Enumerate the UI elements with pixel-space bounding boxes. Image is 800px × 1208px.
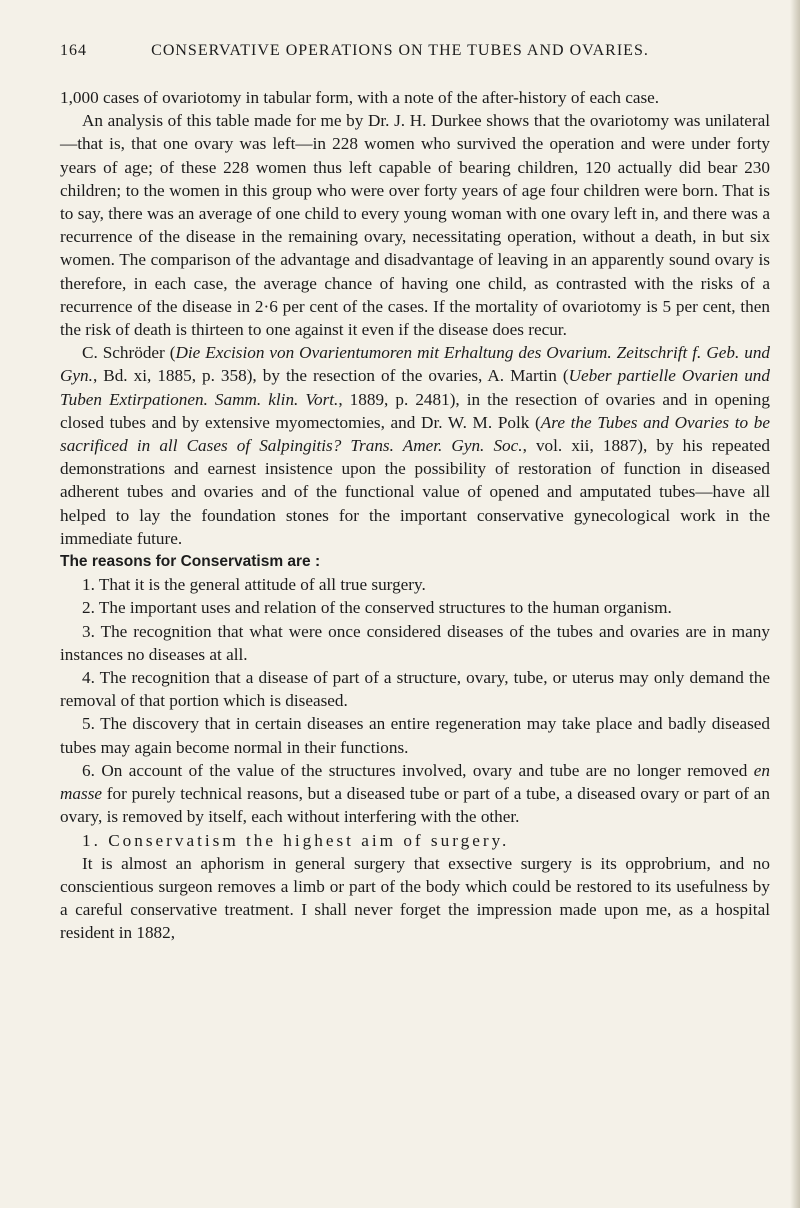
en-masse-phrase: en masse	[60, 760, 770, 804]
citation-paragraph	[60, 341, 770, 550]
citation-text: , Bd. xi, 1885, p. 358), by the resection of the ovaries, A. Martin (	[92, 366, 569, 386]
page-header	[60, 42, 770, 72]
reason-item: 5. The discovery that in certain diseases an entire regeneration may take place and badly diseased tubes may again become normal in their functions.	[60, 714, 770, 757]
citation-title: Ueber partielle Ovarien und Tuben Extirpationen. Samm. klin. Vort.	[60, 366, 770, 409]
paragraph: An analysis of this table made for me by Dr. J. H. Durkee shows that the ovariotomy was unilateral—that is, that one ovary was left—in 228 women who survived the operation and were under forty years of age; of these 228 women thus left capable of bearing children, 120 actually did bear 230 children; to the women in this group who were over forty years of age four children were born. That is to say, there was an average of one child to every young woman with one ovary left in, and there was a recurrence of the disease in the remaining ovary, necessitating operation, without a death, in but six women. The comparison of the advantage and disadvantage of leaving in an apparently sound ovary is therefore, in each case, the average chance of having one child, as contrasted with the risks of a recurrence of the disease in 2·6 per cent of the cases. If the mortality of ovariotomy is 5 per cent, then the risk of death is thirteen to one against it even if the disease does recur.	[60, 111, 770, 340]
page-number: 164	[60, 42, 87, 59]
reason-text: for purely technical reasons, but a diseased tube or part of a tube, a diseased ovary or part of an ovary, is removed by itself, each without interfering with the other.	[60, 784, 770, 827]
citation-text: C. Schröder (	[82, 343, 176, 363]
running-title: CONSERVATIVE OPERATIONS ON THE TUBES AND OVARIES.	[151, 42, 649, 59]
reason-item: 3. The recognition that what were once considered diseases of the tubes and ovaries are in many instances no diseases at all.	[60, 621, 770, 664]
paragraph: It is almost an aphorism in general surgery that exsective surgery is its opprobrium, and no conscientious surgeon removes a limb or part of the body which could be restored to its usefulness by a careful conservative treatment. I shall never forget the impression made upon me, as a hospital resident in 1882,	[60, 853, 770, 943]
reason-item: 2. The important uses and relation of the conserved structures to the human organism.	[82, 598, 672, 618]
citation-title: Are the Tubes and Ovaries to be sacrificed in all Cases of Salpingitis? Trans. Amer. Gyn. Soc.	[60, 412, 770, 456]
citation-text: , vol. xii, 1887), by his repeated demonstrations and earnest insistence upon the possibility of restoration of function in diseased adherent tubes and ovaries and of the functional value of opened and amputated tubes—have all helped to lay the foundation stones for the important conservative gynecological work in the immediate future.	[60, 436, 770, 548]
citation-text: , 1889, p. 2481), in the resection of ovaries and in opening closed tubes and by extensive myomectomies, and Dr. W. M. Polk (	[60, 389, 770, 432]
citation-title: Die Excision von Ovarientumoren mit Erhaltung des Ovarium. Zeitschrift f. Geb. und Gyn.	[60, 343, 771, 386]
paragraph: 1,000 cases of ovariotomy in tabular form, with a note of the after-history of each case.	[60, 88, 660, 107]
page-edge-shadow	[790, 0, 800, 1208]
reason-item: 4. The recognition that a disease of part of a structure, ovary, tube, or uterus may only demand the removal of that portion which is diseased.	[60, 668, 770, 711]
body-text	[60, 86, 770, 945]
reasons-heading: The reasons for Conservatism are :	[60, 553, 321, 571]
book-page	[60, 42, 770, 945]
reason-item	[60, 759, 770, 829]
reason-item: 1. That it is the general attitude of all true surgery.	[82, 575, 426, 595]
reason-text: 6. On account of the value of the structures involved, ovary and tube are no longer removed	[82, 760, 754, 780]
section-heading: 1. Conservatism the highest aim of surgery.	[82, 830, 510, 850]
